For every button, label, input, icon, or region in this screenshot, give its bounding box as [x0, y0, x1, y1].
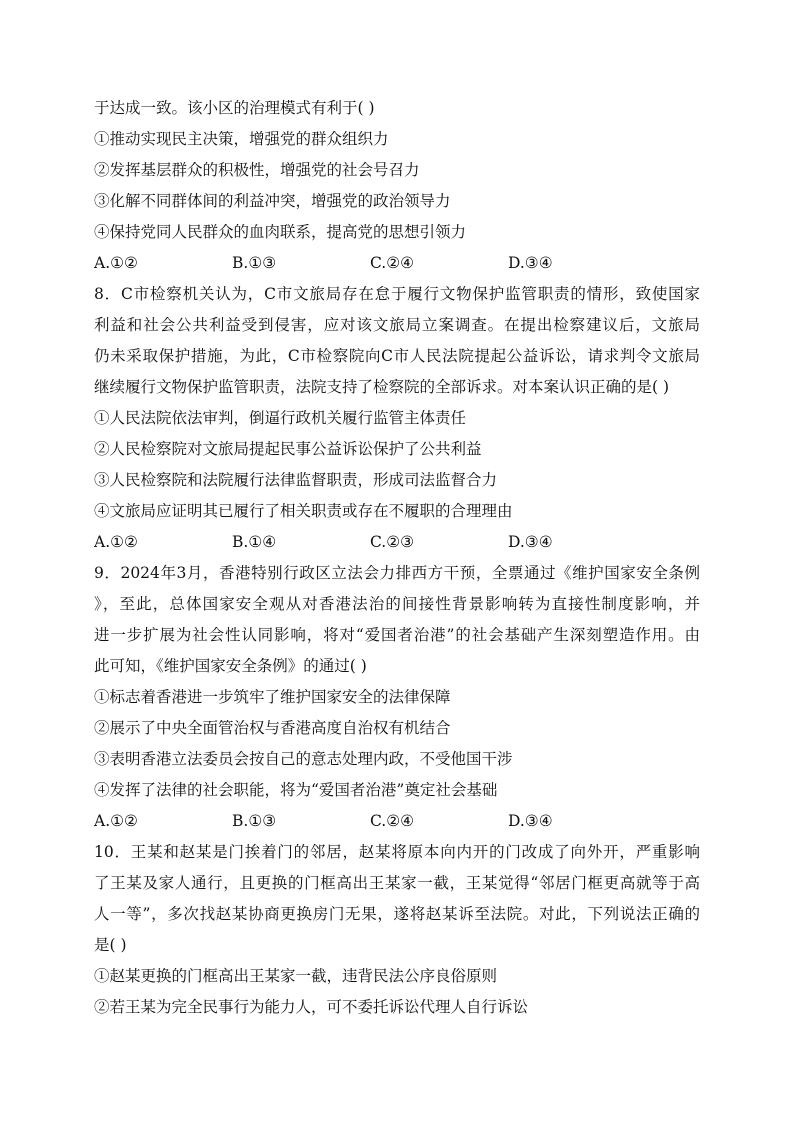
question-8-stem-line-3: 仍未采取保护措施，为此，C市检察院向C市人民法院提起公益诉讼，请求判令文旅局	[94, 347, 700, 365]
question-9	[94, 558, 700, 837]
question-7-options	[94, 248, 700, 279]
question-8	[94, 279, 700, 558]
question-9-statement-3: ③表明香港立法委员会按自己的意志处理内政，不受他国干涉	[94, 750, 513, 768]
question-10-stem-line-1: 10．王某和赵某是门挨着门的邻居，赵某将原本向内开的门改成了向外开，严重影响	[94, 843, 700, 861]
option-d: D.③④	[508, 533, 553, 551]
question-9-statement-4: ④发挥了法律的社会职能，将为“爱国者治港”奠定社会基础	[94, 781, 498, 799]
option-a: A.①②	[94, 812, 138, 830]
option-c: C.②④	[370, 812, 415, 830]
option-b: B.①③	[232, 812, 277, 830]
question-10-statement-1: ①赵某更换的门框高出王某家一截，违背民法公序良俗原则	[94, 967, 498, 985]
question-7-statement-2: ②发挥基层群众的积极性，增强党的社会号召力	[94, 161, 420, 179]
option-a: A.①②	[94, 254, 138, 272]
option-b: B.①④	[232, 533, 277, 551]
question-8-stem-line-1: 8．C市检察机关认为，C市文旅局存在怠于履行文物保护监管职责的情形，致使国家	[94, 285, 700, 303]
question-7-stem: 于达成一致。该小区的治理模式有利于( )	[94, 99, 375, 117]
option-b: B.①③	[232, 254, 277, 272]
question-8-stem-line-2: 利益和社会公共利益受到侵害，应对该文旅局立案调查。在提出检察建议后，文旅局	[94, 316, 700, 334]
option-c: C.②④	[370, 254, 415, 272]
question-10-stem-line-2: 了王某及家人通行，且更换的门框高出王某家一截，王某觉得“邻居门框更高就等于高	[94, 874, 700, 892]
question-7	[94, 93, 700, 279]
question-8-statement-3: ③人民检察院和法院履行法律监督职责，形成司法监督合力	[94, 471, 498, 489]
option-d: D.③④	[508, 812, 553, 830]
question-7-statement-4: ④保持党同人民群众的血肉联系，提高党的思想引领力	[94, 223, 467, 241]
question-10-stem-line-4: 是( )	[94, 936, 127, 954]
question-9-stem-line-3: 进一步扩展为社会性认同影响，将对“爱国者治港”的社会基础产生深刻塑造作用。由	[94, 626, 700, 644]
question-9-statement-2: ②展示了中央全面管治权与香港高度自治权有机结合	[94, 719, 451, 737]
question-9-statement-1: ①标志着香港进一步筑牢了维护国家安全的法律保障	[94, 688, 451, 706]
question-7-statement-3: ③化解不同群体间的利益冲突，增强党的政治领导力	[94, 192, 451, 210]
question-10	[94, 837, 700, 1023]
question-8-statement-1: ①人民法院依法审判，倒逼行政机关履行监管主体责任	[94, 409, 467, 427]
question-9-stem-line-2: 》，至此，总体国家安全观从对香港法治的间接性背景影响转为直接性制度影响，并	[94, 595, 700, 613]
option-a: A.①②	[94, 533, 138, 551]
option-c: C.②③	[370, 533, 415, 551]
question-10-stem-line-3: 人一等”，多次找赵某协商更换房门无果，遂将赵某诉至法院。对此，下列说法正确的	[94, 905, 700, 923]
question-10-statement-2: ②若王某为完全民事行为能力人，可不委托诉讼代理人自行诉讼	[94, 998, 529, 1016]
question-9-options	[94, 806, 700, 837]
question-8-statement-4: ④文旅局应证明其已履行了相关职责或存在不履职的合理理由	[94, 502, 513, 520]
question-9-stem-line-1: 9．2024年3月，香港特别行政区立法会力排西方干预，全票通过《维护国家安全条例	[94, 564, 700, 582]
question-8-stem-line-4: 继续履行文物保护监管职责，法院支持了检察院的全部诉求。对本案认识正确的是( )	[94, 378, 670, 396]
question-8-statement-2: ②人民检察院对文旅局提起民事公益诉讼保护了公共利益	[94, 440, 482, 458]
question-9-stem-line-4: 此可知，《维护国家安全条例》的通过( )	[94, 657, 367, 675]
question-7-statement-1: ①推动实现民主决策，增强党的群众组织力	[94, 130, 389, 148]
question-8-options	[94, 527, 700, 558]
option-d: D.③④	[508, 254, 553, 272]
